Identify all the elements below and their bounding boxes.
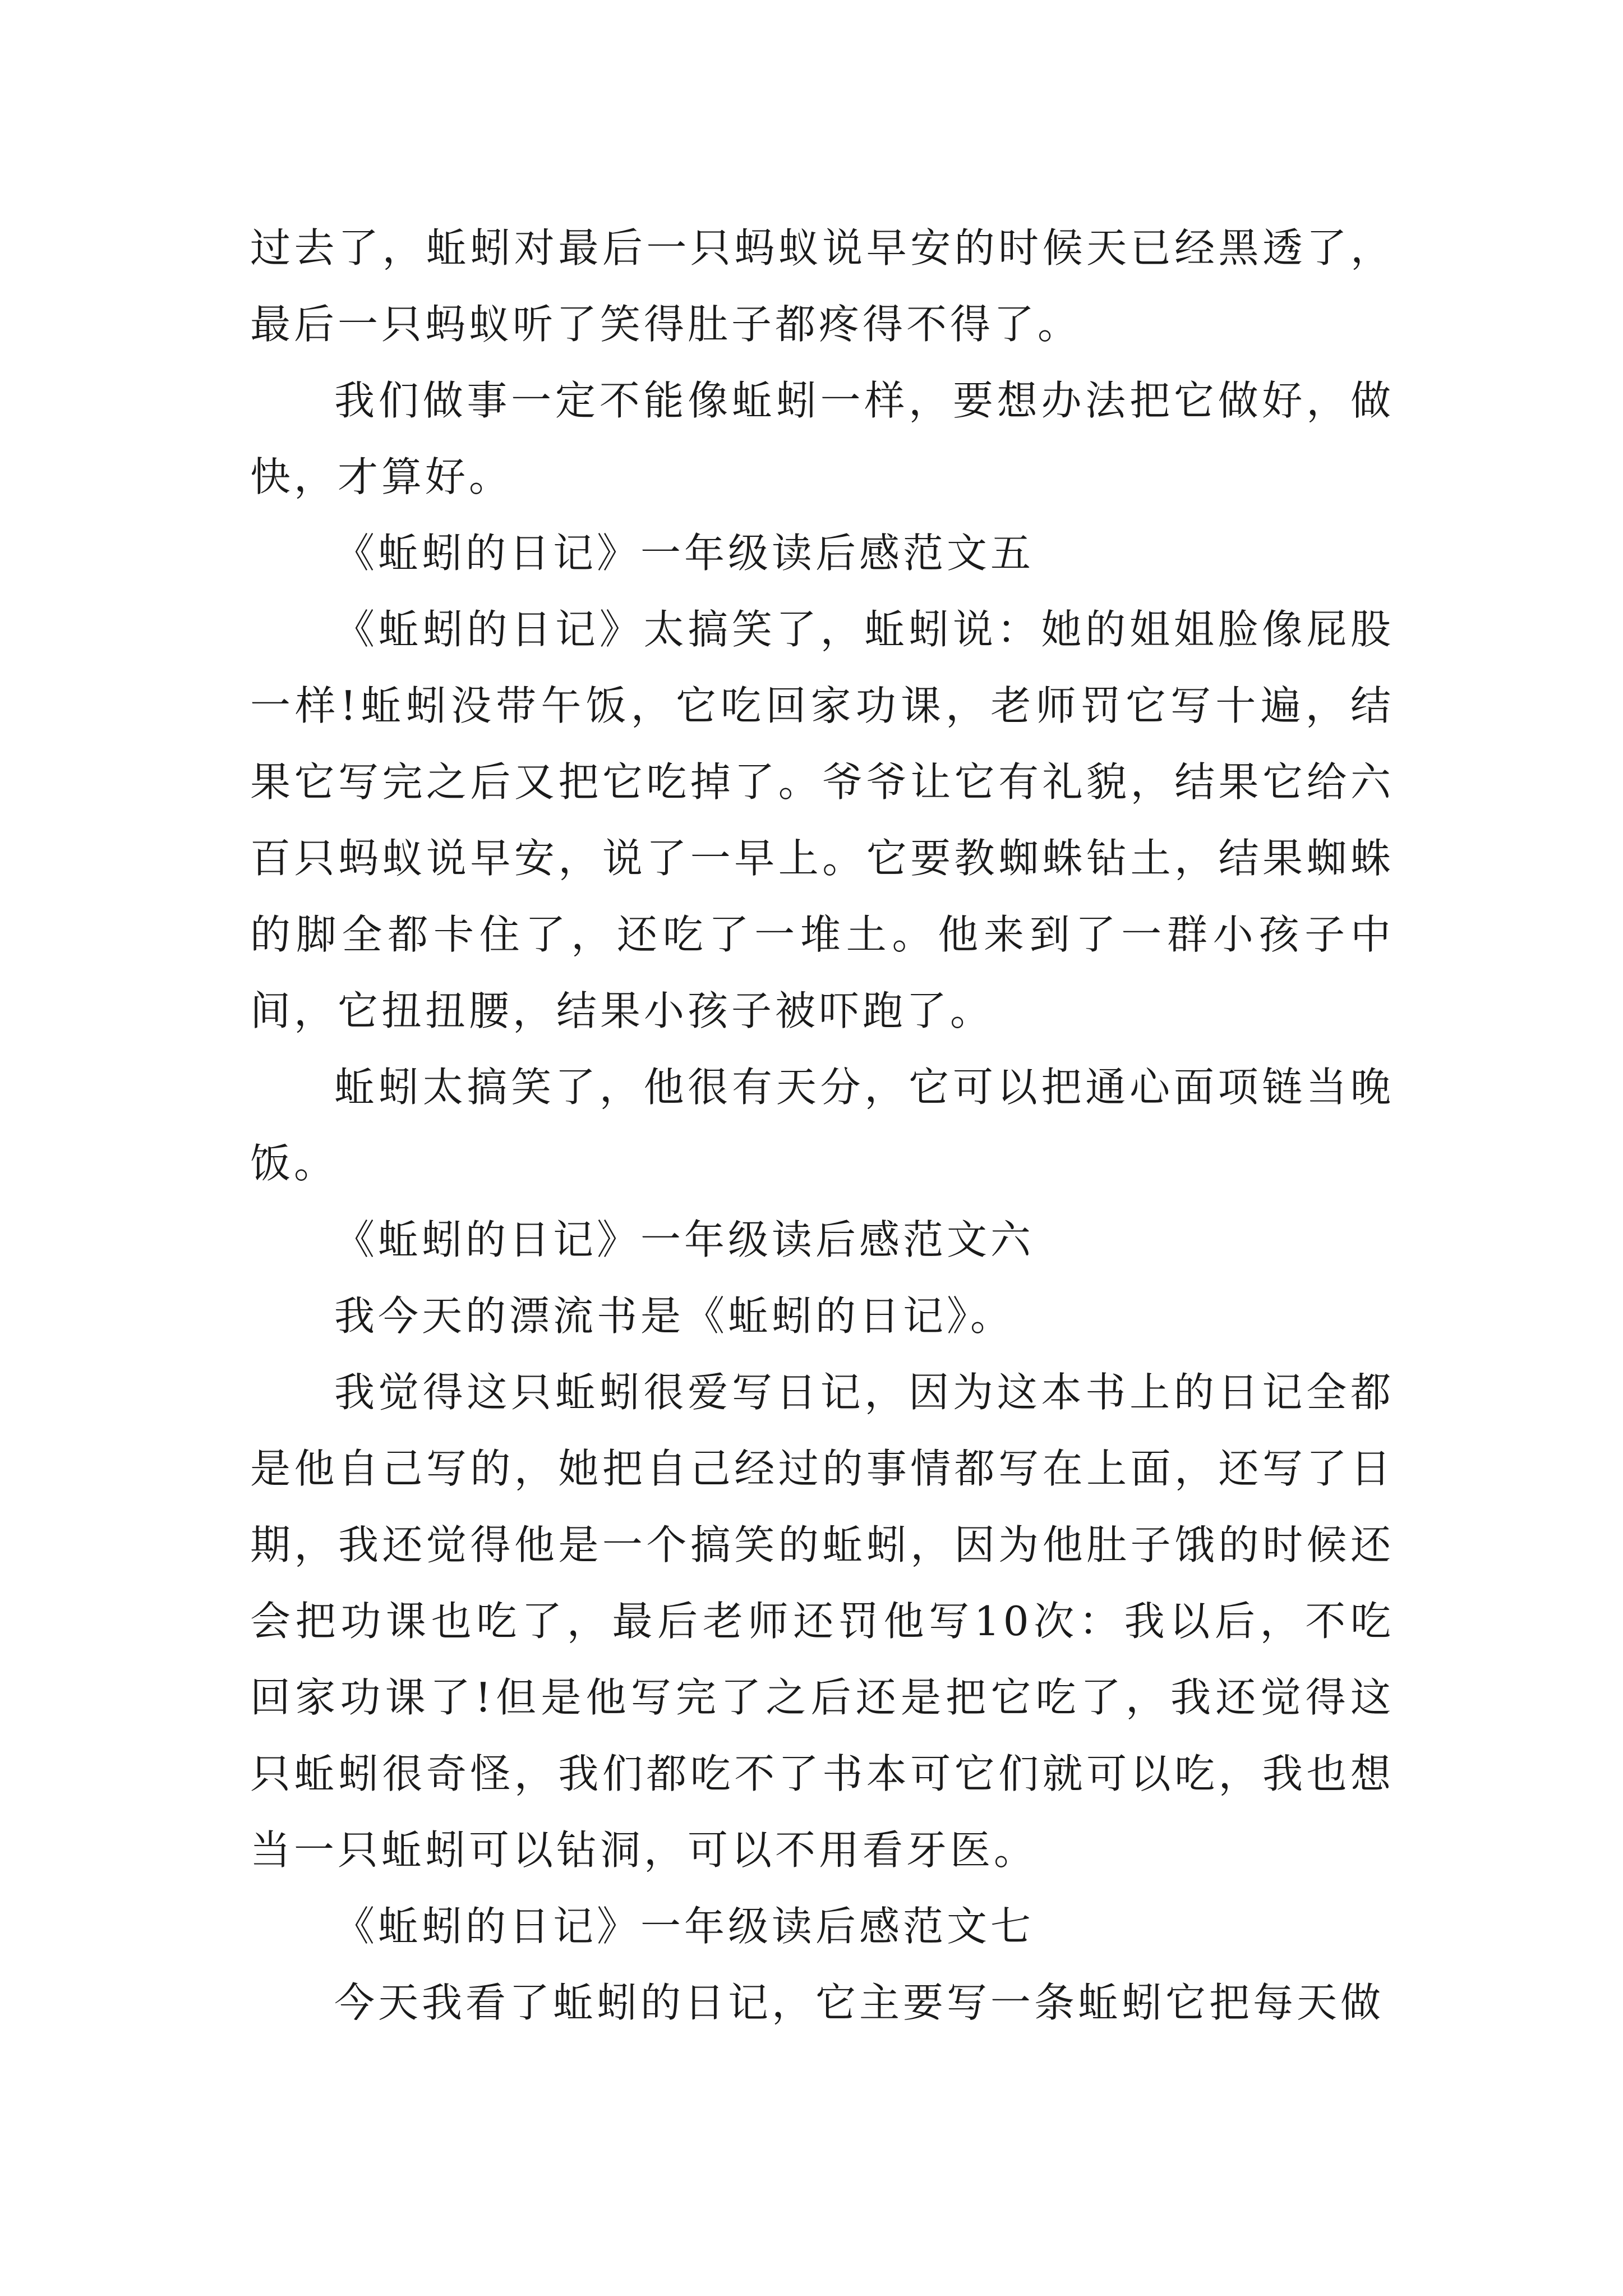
section-heading: 《蚯蚓的日记》一年级读后感范文五 [334,530,1035,577]
section-heading: 《蚯蚓的日记》一年级读后感范文六 [334,1216,1035,1263]
document-body [250,210,1394,2041]
section-heading: 《蚯蚓的日记》一年级读后感范文七 [334,1903,1035,1950]
paragraph: 我们做事一定不能像蚯蚓一样，要想办法把它做好，做快，才算好。 [250,377,1394,500]
paragraph: 今天我看了蚯蚓的日记，它主要写一条蚯蚓它把每天做 [334,1979,1385,2026]
paragraph: 《蚯蚓的日记》太搞笑了，蚯蚓说：她的姐姐脸像屁股一样!蚯蚓没带午饭，它吃回家功课，老师罚它写十遍，结果它写完之后又把它吃掉了。爷爷让它有礼貌，结果它给六百只蚂蚁说早安，说了一早上。它要教蜘蛛钻土，结果蜘蛛的脚全都卡住了，还吃了一堆土。他来到了一群小孩子中间，它扭扭腰，结果小孩子被吓跑了。 [250,606,1394,1034]
paragraph-continuation: 过去了，蚯蚓对最后一只蚂蚁说早安的时候天已经黑透了，最后一只蚂蚁听了笑得肚子都疼得不得了。 [250,224,1394,348]
paragraph: 我今天的漂流书是《蚯蚓的日记》。 [334,1292,1015,1340]
paragraph: 蚯蚓太搞笑了，他很有天分，它可以把通心面项链当晚饭。 [250,1064,1394,1187]
paragraph: 我觉得这只蚯蚓很爱写日记，因为这本书上的日记全都是他自己写的，她把自己经过的事情都写在上面，还写了日期，我还觉得他是一个搞笑的蚯蚓，因为他肚子饿的时候还会把功课也吃了，最后老师还罚他写10次：我以后，不吃回家功课了!但是他写完了之后还是把它吃了，我还觉得这只蚯蚓很奇怪，我们都吃不了书本可它们就可以吃，我也想当一只蚯蚓可以钻洞，可以不用看牙医。 [250,1369,1394,1874]
